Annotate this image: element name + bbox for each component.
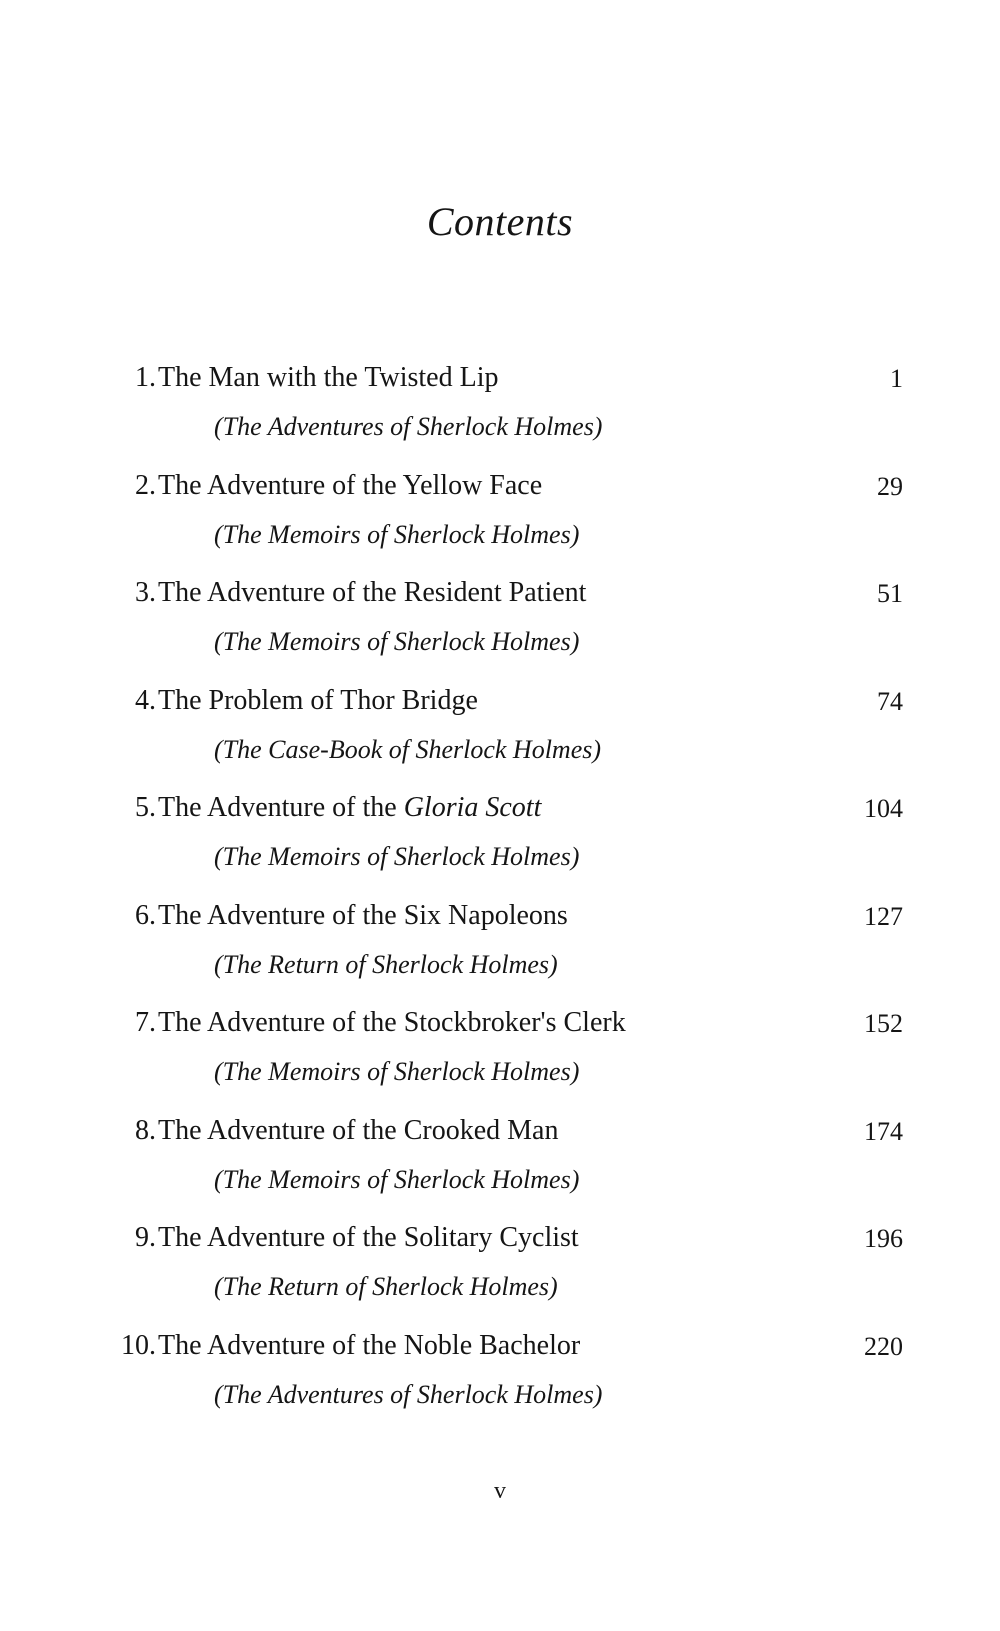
entry-title <box>158 1328 580 1364</box>
entry-page-number: 51 <box>877 579 903 608</box>
entry-number: 6. <box>135 899 156 931</box>
entry-title-text: The Adventure of the <box>158 792 404 823</box>
entry-page-number: 1 <box>890 364 903 393</box>
entry-source: (The Adventures of Sherlock Holmes) <box>214 1379 603 1409</box>
entry-source: (The Return of Sherlock Holmes) <box>214 1272 558 1301</box>
contents-entry <box>0 683 1000 791</box>
entry-source: (The Memoirs of Sherlock Holmes) <box>214 1164 580 1194</box>
entry-source: (The Memoirs of Sherlock Holmes) <box>214 627 580 656</box>
contents-entry <box>0 898 1000 1006</box>
entry-title-text: The Adventure of the Resident Patient <box>158 577 587 608</box>
entry-title-text: The Man with the Twisted Lip <box>158 362 499 393</box>
entry-source: (The Return of Sherlock Holmes) <box>214 949 558 979</box>
entry-title <box>158 360 498 396</box>
entry-title <box>158 683 478 719</box>
entry-number: 4. <box>135 684 156 716</box>
entry-page-number: 104 <box>864 794 903 823</box>
contents-entry <box>0 575 1000 683</box>
contents-entry <box>0 468 1000 576</box>
contents-entry <box>0 790 1000 898</box>
entry-source: (The Memoirs of Sherlock Holmes) <box>214 842 580 871</box>
entry-title-text: The Adventure of the Six Napoleons <box>158 899 568 931</box>
entry-title-text: The Adventure of the Noble Bachelor <box>158 1329 581 1361</box>
entry-title <box>158 1005 626 1041</box>
entry-title <box>158 790 541 826</box>
entry-number: 1. <box>135 362 156 393</box>
entry-title-italic: Gloria Scott <box>403 792 542 823</box>
entry-source: (The Case-Book of Sherlock Holmes) <box>214 734 602 764</box>
entry-title-text: The Adventure of the Solitary Cyclist <box>158 1222 579 1253</box>
entry-page-number: 174 <box>864 1116 903 1146</box>
contents-entry <box>0 360 1000 468</box>
entry-title-text: The Adventure of the Yellow Face <box>158 469 543 501</box>
contents-entry <box>0 1220 1000 1328</box>
entry-title-text: The Adventure of the Crooked Man <box>158 1114 559 1146</box>
entry-title <box>158 1113 558 1149</box>
entry-page-number: 74 <box>877 686 903 716</box>
entry-page-number: 152 <box>864 1009 903 1038</box>
contents-entry <box>0 1328 1000 1436</box>
entry-page-number: 29 <box>877 471 903 501</box>
entry-page-number: 220 <box>864 1331 903 1361</box>
contents-entry <box>0 1113 1000 1221</box>
entry-page-number: 196 <box>864 1224 903 1253</box>
entry-source: (The Memoirs of Sherlock Holmes) <box>214 1057 580 1086</box>
entry-title-text: The Adventure of the Stockbroker's Clerk <box>158 1007 626 1038</box>
entry-number: 7. <box>135 1007 156 1038</box>
entry-title <box>158 1220 579 1256</box>
page-title: Contents <box>426 199 574 244</box>
contents-entry <box>0 1005 1000 1113</box>
entry-page-number: 127 <box>864 901 903 931</box>
contents-list <box>0 360 1000 1435</box>
entry-title <box>158 898 568 934</box>
entry-title <box>158 575 586 611</box>
entry-title <box>158 468 542 504</box>
entry-number: 9. <box>135 1222 156 1253</box>
entry-number: 10. <box>121 1329 156 1361</box>
entry-number: 5. <box>135 792 156 823</box>
entry-title-text: The Problem of Thor Bridge <box>158 684 478 716</box>
entry-number: 3. <box>135 577 156 608</box>
entry-number: 2. <box>135 469 156 501</box>
entry-number: 8. <box>135 1114 156 1146</box>
page-folio: v <box>494 1478 506 1504</box>
entry-source: (The Memoirs of Sherlock Holmes) <box>214 519 580 549</box>
entry-source: (The Adventures of Sherlock Holmes) <box>214 412 603 441</box>
